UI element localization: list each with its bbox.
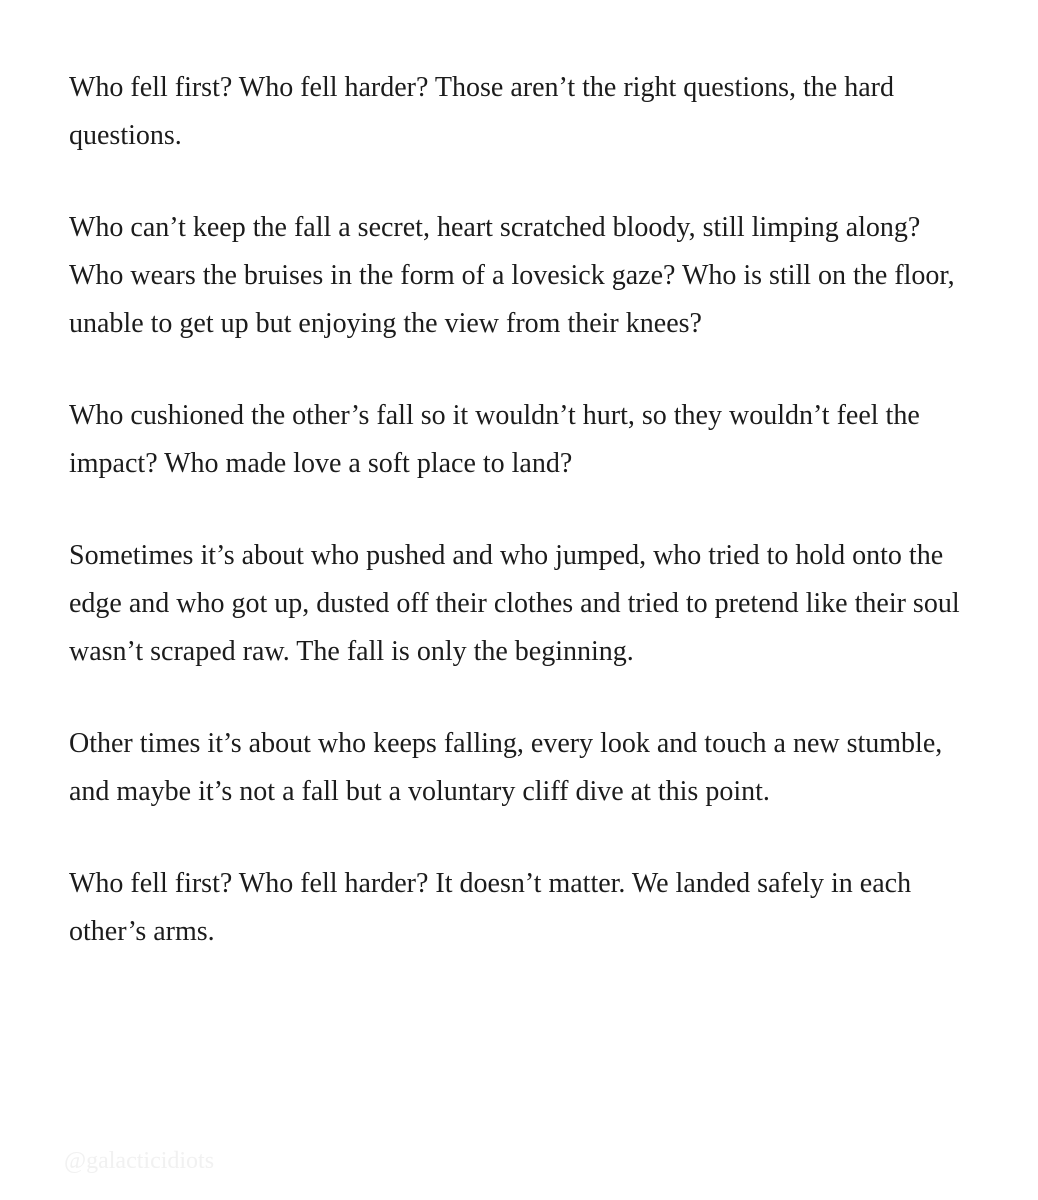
stanza-4: Sometimes it’s about who pushed and who jumped, who tried to hold onto the edge and who got up, dusted off their clothes and tried to pretend like their soul wasn’t scraped raw. The fall is only the beginning. [69,540,960,667]
stanza-1: Who fell first? Who fell harder? Those aren’t the right questions, the hard questions. [69,72,894,151]
stanza-6: Who fell first? Who fell harder? It doesn’t matter. We landed safely in each other’s arms. [69,868,912,947]
stanza-5: Other times it’s about who keeps falling, every look and touch a new stumble, and maybe it’s not a fall but a voluntary cliff dive at this point. [69,728,943,807]
author-watermark: @galacticidiots [64,1148,215,1174]
stanza-2: Who can’t keep the fall a secret, heart scratched bloody, still limping along? Who wears the bruises in the form of a lovesick gaze? Who is still on the floor, unable to get up but enjoying the view from their knees? [69,212,955,339]
poem-body [69,64,974,1000]
stanza-3: Who cushioned the other’s fall so it wouldn’t hurt, so they wouldn’t feel the impact? Who made love a soft place to land? [69,400,920,479]
